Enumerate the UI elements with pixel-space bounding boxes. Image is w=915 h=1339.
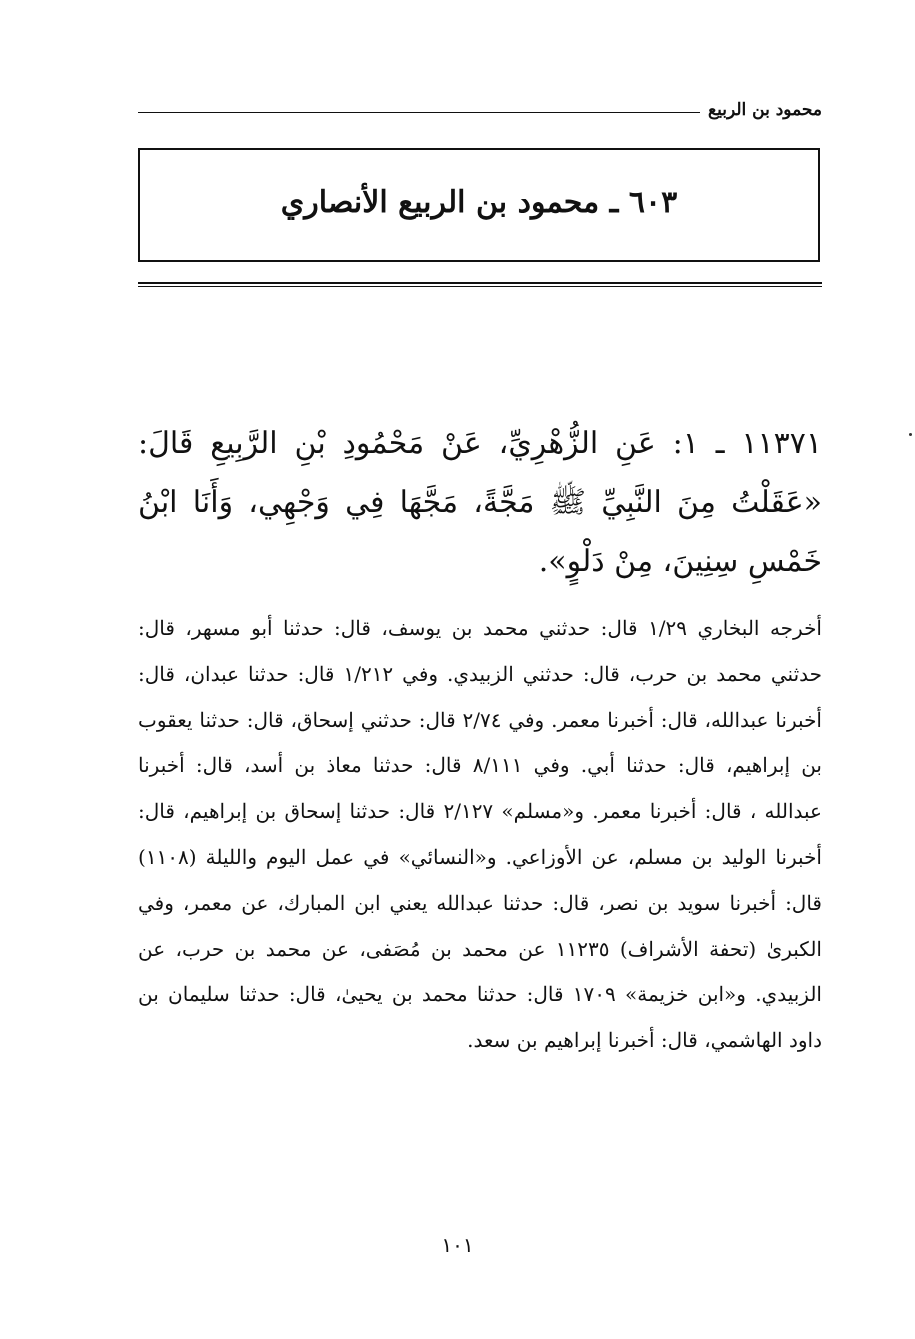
page-number: ١٠١ xyxy=(441,1233,474,1257)
margin-speck xyxy=(909,433,912,436)
running-header xyxy=(138,96,822,124)
chapter-title-box xyxy=(138,148,820,262)
running-header-title: محمود بن الربيع xyxy=(708,100,822,120)
title-divider xyxy=(138,282,822,287)
hadith-text: ١١٣٧١ ـ ١: عَنِ الزُّهْرِيِّ، عَنْ مَحْمُودِ بْنِ الرَّبِيعِ قَالَ: «عَقَلْتُ مِنَ النَّبِيِّ ﷺ مَجَّةً، مَجَّهَا فِي وَجْهِي، وَأَنَا ابْنُ خَمْسِ سِنِينَ، مِنْ دَلْوٍ». xyxy=(138,426,822,579)
running-header-rule xyxy=(138,112,700,113)
chapter-title: ٦٠٣ ـ محمود بن الربيع الأنصاري xyxy=(280,184,678,220)
takhrij-paragraph: أخرجه البخاري ١/٢٩ قال: حدثني محمد بن يوسف، قال: حدثنا أبو مسهر، قال: حدثني محمد بن حرب، قال: حدثني الزبيدي. وفي ١/٢١٢ قال: حدثنا عبدان، قال: أخبرنا عبدالله، قال: أخبرنا معمر. وفي ٢/٧٤ قال: حدثني إسحاق، قال: حدثنا يعقوب بن إبراهيم، قال: حدثنا أبي. وفي ٨/١١١ قال: حدثنا معاذ بن أسد، قال: أخبرنا عبدالله ، قال: أخبرنا معمر. و«مسلم» ٢/١٢٧ قال: حدثنا إسحاق بن إبراهيم، قال: أخبرنا الوليد بن مسلم، عن الأوزاعي. و«النسائي» في عمل اليوم والليلة (١١٠٨) قال: أخبرنا سويد بن نصر، قال: حدثنا عبدالله يعني ابن المبارك، عن معمر، وفي الكبرىٰ (تحفة الأشراف) ١١٢٣٥ عن محمد بن مُصَفى، عن محمد بن حرب، عن الزبيدي. و«ابن خزيمة» ١٧٠٩ قال: حدثنا محمد بن يحيىٰ، قال: حدثنا سليمان بن داود الهاشمي، قال: أخبرنا إبراهيم بن سعد. xyxy=(138,616,823,1053)
